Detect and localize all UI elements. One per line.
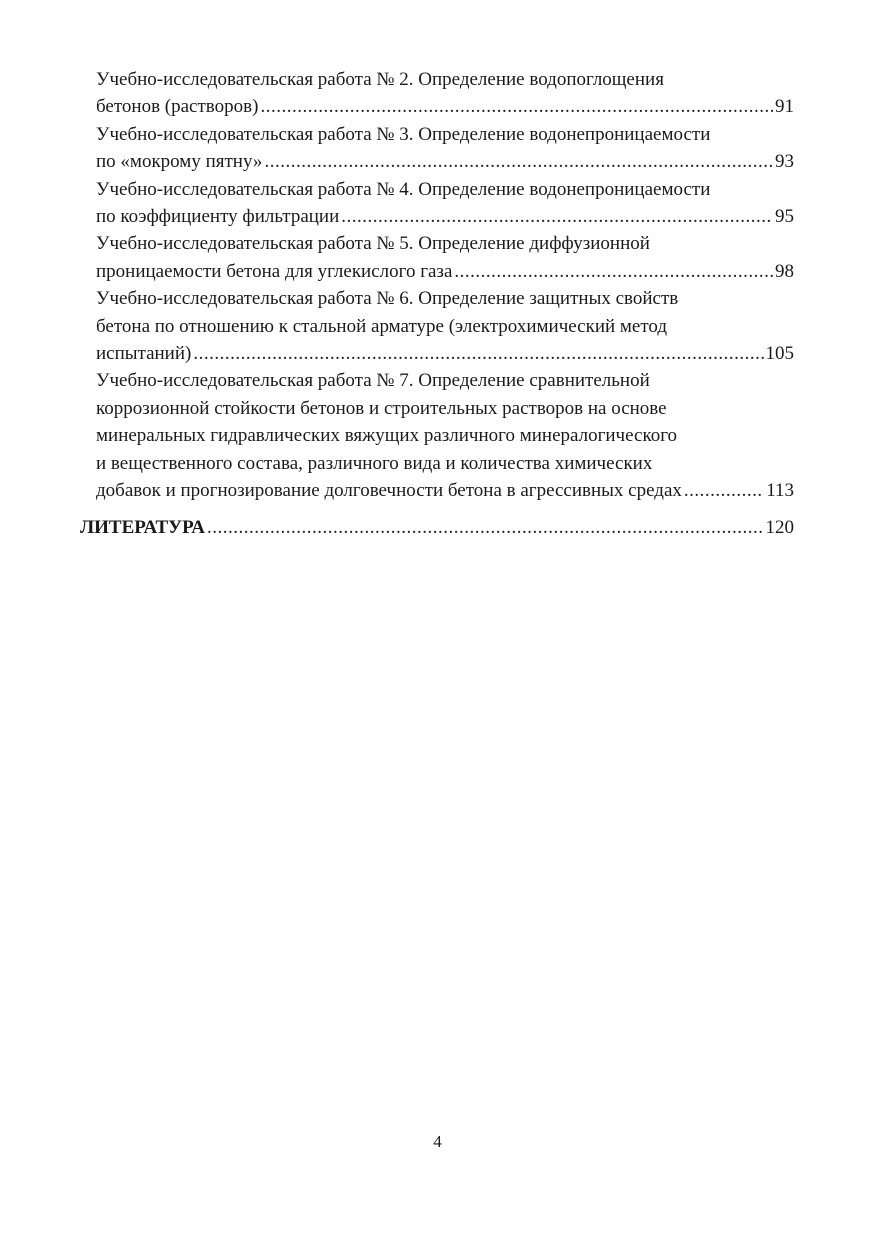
toc-entry-text: по коэффициенту фильтрации <box>96 206 340 228</box>
dot-leader <box>193 340 763 367</box>
toc-page-number: 105 <box>765 343 794 365</box>
toc-entry-text: добавок и прогнозирование долговечности бетона в агрессивных средах <box>96 480 682 502</box>
toc-entry-work-4[interactable] <box>96 176 794 231</box>
toc-entry-text: Учебно-исследовательская работа № 6. Определение защитных свойств <box>96 288 679 310</box>
dot-leader <box>454 258 773 285</box>
toc-entry-text: коррозионной стойкости бетонов и строительных растворов на основе <box>96 397 667 419</box>
toc-leader-line <box>96 93 794 120</box>
toc-page-number: 93 <box>775 151 794 173</box>
toc-page-number: 120 <box>765 516 794 538</box>
toc-heading-literature: ЛИТЕРАТУРА <box>80 516 206 538</box>
dot-leader <box>264 148 773 175</box>
toc-entry-text: Учебно-исследовательская работа № 4. Определение водонепроницаемости <box>96 178 711 200</box>
toc-entry-text: и вещественного состава, различного вида и количества химических <box>96 452 653 474</box>
dot-leader <box>207 514 763 541</box>
toc-page-number: 91 <box>775 96 794 118</box>
table-of-contents <box>80 66 794 541</box>
toc-leader-line <box>80 514 794 541</box>
toc-leader-line <box>96 477 794 504</box>
toc-entry-text: Учебно-исследовательская работа № 5. Определение диффузионной <box>96 233 650 255</box>
toc-entry-text: по «мокрому пятну» <box>96 151 263 173</box>
toc-leader-line <box>96 203 794 230</box>
toc-page-number: 95 <box>775 206 794 228</box>
toc-page-number: 113 <box>766 480 794 502</box>
toc-entry-text: Учебно-исследовательская работа № 3. Определение водонепроницаемости <box>96 123 711 145</box>
toc-entry-work-7[interactable] <box>96 367 794 504</box>
toc-entry-text: испытаний) <box>96 343 192 365</box>
dot-leader <box>260 93 773 120</box>
dot-leader <box>341 203 773 230</box>
toc-entry-text: Учебно-исследовательская работа № 7. Определение сравнительной <box>96 370 650 392</box>
toc-entry-work-2[interactable] <box>96 66 794 121</box>
toc-entry-work-5[interactable] <box>96 230 794 285</box>
toc-entry-work-6[interactable] <box>96 285 794 367</box>
toc-entry-literature[interactable] <box>80 514 794 541</box>
toc-entry-text: бетонов (растворов) <box>96 96 259 118</box>
toc-leader-line <box>96 148 794 175</box>
toc-entry-text: проницаемости бетона для углекислого газа <box>96 260 453 282</box>
toc-entry-text: минеральных гидравлических вяжущих различного минералогического <box>96 425 678 447</box>
toc-entry-text: бетона по отношению к стальной арматуре (электрохимический метод <box>96 315 668 337</box>
toc-page-number: 98 <box>775 260 794 282</box>
toc-entry-work-3[interactable] <box>96 121 794 176</box>
toc-leader-line <box>96 340 794 367</box>
toc-leader-line <box>96 258 794 285</box>
page-number: 4 <box>433 1132 442 1151</box>
dot-leader <box>684 477 764 504</box>
toc-entry-text: Учебно-исследовательская работа № 2. Определение водопоглощения <box>96 69 664 90</box>
